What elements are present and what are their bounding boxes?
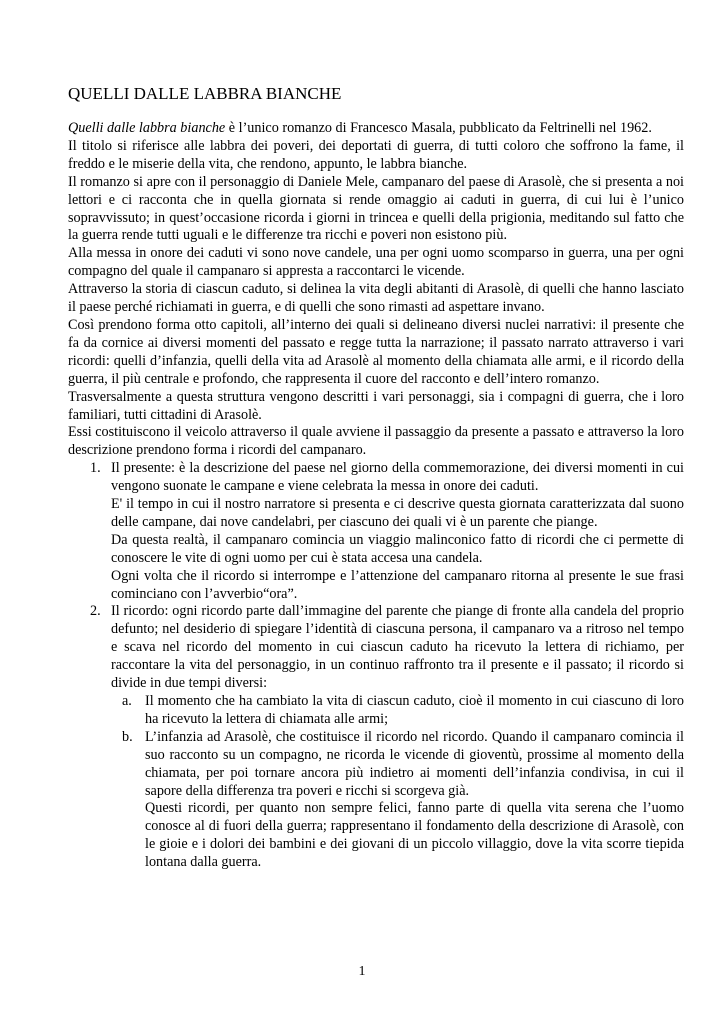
sublist-item-paragraph: L’infanzia ad Arasolè, che costituisce il ricordo nel ricordo. Quando il campanaro comincia il suo racconto su un compagno, ne ricorda le vicende di gioventù, prossime al momento della chiamata, per poi tornare ancora più indietro ai momenti dell’infanzia condivisa, in cui il sapore della differenza tra poveri e ricchi si scorgeva già. bbox=[145, 728, 684, 799]
sublist-item-paragraph: Questi ricordi, per quanto non sempre felici, fanno parte di quella vita serena che l’uomo conosce al di fuori della guerra; rappresentano il fondamento della descrizione di Arasolè, con le gioie e i dolori dei bambini e dei giovani di un piccolo villaggio, dove la vita scorre tiepida lontana dalla guerra. bbox=[145, 800, 684, 871]
body-paragraph: Attraverso la storia di ciascun caduto, si delinea la vita degli abitanti di Arasolè, di quelli che hanno lasciato il paese perché richiamati in guerra, e di quelli che sono rimasti ad aspettare invano. bbox=[68, 281, 684, 316]
body-paragraph: Il titolo si riferisce alle labbra dei poveri, dei deportati di guerra, di tutti coloro che soffrono la fame, il freddo e le miserie della vita, che rendono, appunto, le labbra bianche. bbox=[68, 137, 684, 172]
list-marker: 2. bbox=[90, 603, 101, 620]
intro-text: è l’unico romanzo di Francesco Masala, pubblicato da Feltrinelli nel 1962. bbox=[225, 120, 652, 136]
list-item-paragraph: Ogni volta che il ricordo si interrompe e l’attenzione del campanaro ritorna al presente le sue frasi cominciano con l’avverbio“ora”. bbox=[111, 567, 684, 602]
body-paragraph: Essi costituiscono il veicolo attraverso il quale avviene il passaggio da presente a passato e attraverso la loro descrizione prendono forma i ricordi del campanaro. bbox=[68, 424, 684, 459]
book-title-italic: Quelli dalle labbra bianche bbox=[68, 120, 226, 136]
body-paragraph: Così prendono forma otto capitoli, all’interno dei quali si delineano diversi nuclei narrativi: il presente che fa da cornice ai diversi momenti del passato e regge tutta la narrazione; il passato narrato attraverso i vari ricordi: quelli d’infanzia, quelli della vita ad Arasolè al momento della chiamata alle armi, e il ricordo della guerra, il più centrale e profondo, che rappresenta il cuore del racconto e dell’intero romanzo. bbox=[68, 316, 684, 387]
list-item-paragraph: Il ricordo: ogni ricordo parte dall’immagine del parente che piange di fronte alla candela del proprio defunto; nel desiderio di spiegare l’identità di ciascuna persona, il campanaro va a ritroso nel tempo e scava nel ricordo del momento in cui ciascun caduto ha ricevuto la lettera di richiamo, per raccontare la vita del personaggio, in un continuo raffronto tra il presente e il passato; il ricordo si divide in due tempi diversi: bbox=[111, 603, 684, 692]
list-item-paragraph: Il presente: è la descrizione del paese nel giorno della commemorazione, dei diversi momenti in cui vengono suonate le campane e viene celebrata la messa in onore dei caduti. bbox=[111, 460, 684, 495]
document-page bbox=[68, 84, 684, 872]
body-paragraph: Alla messa in onore dei caduti vi sono nove candele, una per ogni uomo scomparso in guerra, una per ogni compagno del quale il campanaro si appresta a raccontarci le vicende. bbox=[68, 245, 684, 280]
sublist-item-paragraph: Il momento che ha cambiato la vita di ciascun caduto, cioè il momento in cui ciascuno di loro ha ricevuto la lettera di chiamata alle armi; bbox=[145, 693, 684, 727]
intro-paragraph bbox=[68, 120, 684, 138]
body-paragraph: Il romanzo si apre con il personaggio di Daniele Mele, campanaro del paese di Arasolè, che si presenta a noi lettori e ci racconta che in quella giornata si rende omaggio ai caduti in guerra, di cui lui è l’unico sopravvissuto; in quest’occasione ricorda i giorni in trincea e quelli della prigionia, meditando sul fatto che la guerra rende tutti uguali e le differenze tra ricchi e poveri non esistono più. bbox=[68, 173, 684, 244]
list-marker: 1. bbox=[90, 460, 101, 477]
sublist-item-b bbox=[111, 729, 684, 872]
sublist-marker: a. bbox=[122, 693, 132, 709]
sublist-marker: b. bbox=[122, 728, 133, 745]
document-title: QUELLI DALLE LABBRA BIANCHE bbox=[68, 84, 342, 103]
list-item-ricordo bbox=[68, 603, 684, 872]
sublist-item-a bbox=[111, 693, 684, 729]
list-item-presente bbox=[68, 460, 684, 603]
page-number: 1 bbox=[358, 964, 366, 979]
numbered-list bbox=[68, 460, 684, 872]
list-item-paragraph: E' il tempo in cui il nostro narratore si presenta e ci descrive questa giornata caratterizzata dal suono delle campane, dai nove candelabri, per ciascuno dei quali vi è un parente che piange. bbox=[111, 496, 684, 530]
list-item-paragraph: Da questa realtà, il campanaro comincia un viaggio malinconico fatto di ricordi che ci permette di conoscere le vite di ogni uomo per cui è stata accesa una candela. bbox=[111, 531, 684, 566]
lettered-sublist bbox=[111, 693, 684, 872]
body-paragraph: Trasversalmente a questa struttura vengono descritti i vari personaggi, sia i compagni di guerra, che i loro familiari, tutti cittadini di Arasolè. bbox=[68, 388, 684, 423]
